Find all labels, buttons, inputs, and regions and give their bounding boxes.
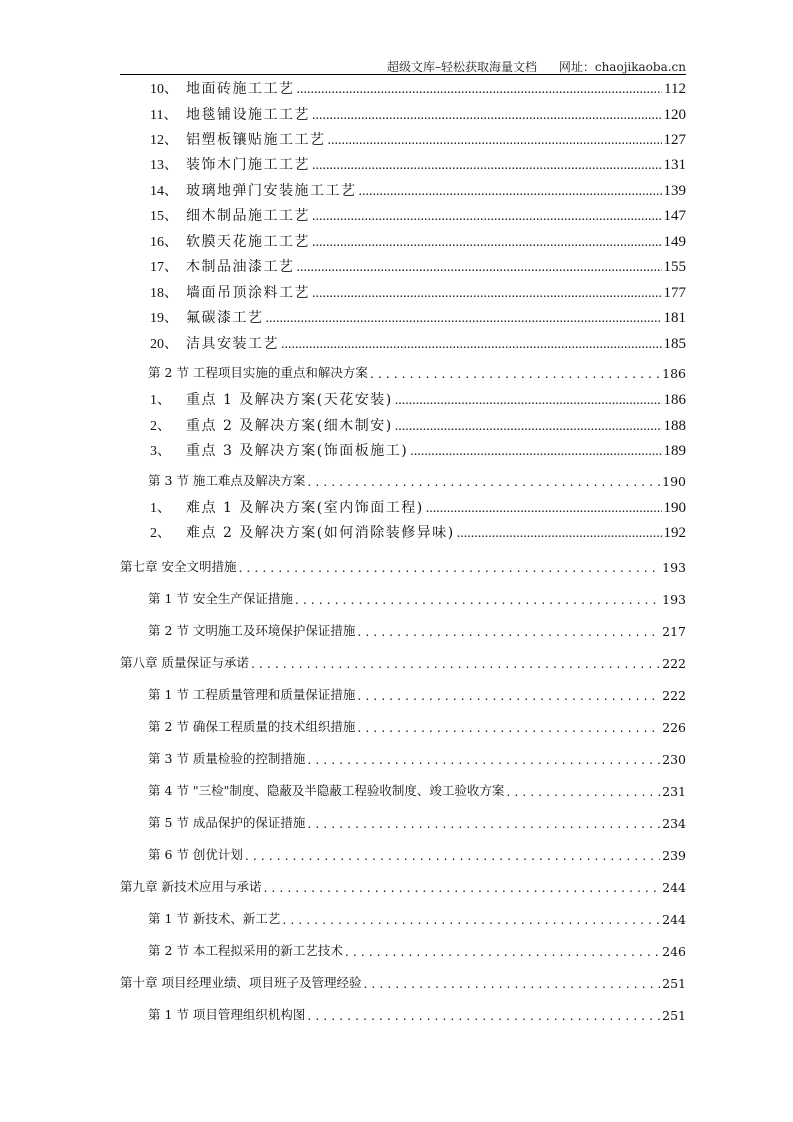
toc-chapter-page: 251 bbox=[662, 976, 686, 991]
dot-leader bbox=[238, 560, 660, 575]
dot-leader bbox=[395, 392, 662, 409]
toc-entry-page: 139 bbox=[663, 183, 686, 199]
toc-section-title: 第 2 节 工程项目实施的重点和解决方案 bbox=[148, 365, 368, 380]
toc-section-title: 第 1 节 工程质量管理和质量保证措施 bbox=[148, 687, 356, 702]
dot-leader bbox=[426, 500, 662, 517]
dot-leader bbox=[297, 259, 662, 276]
toc-section-title: 第 2 节 文明施工及环境保护保证措施 bbox=[148, 623, 356, 638]
toc-section-title: 第 6 节 创优计划 bbox=[148, 847, 243, 862]
toc-entry[interactable]: 15、 细木制品施工工艺 ..... 147 bbox=[150, 205, 686, 225]
toc-entry-title: 木制品油漆工艺 bbox=[186, 259, 295, 275]
toc-entry-title: 重点 3 及解决方案(饰面板施工) bbox=[186, 443, 409, 459]
dot-leader bbox=[307, 816, 660, 831]
toc-entry-page: 192 bbox=[663, 525, 686, 541]
toc-entry-title: 重点 1 及解决方案(天花安装) bbox=[186, 392, 393, 408]
toc-section-title: 第 1 节 新技术、新工艺 bbox=[148, 911, 281, 926]
toc-entry-title: 重点 2 及解决方案(细木制安) bbox=[186, 418, 393, 434]
toc-section-page: 234 bbox=[662, 816, 686, 831]
dot-leader bbox=[370, 366, 660, 381]
toc-entry-page: 149 bbox=[663, 234, 686, 250]
dot-leader bbox=[345, 944, 660, 959]
toc-entry[interactable]: 1、 重点 1 及解决方案(天花安装) ..... 186 bbox=[150, 389, 686, 409]
toc-entry[interactable]: 12、 铝塑板镶贴施工工艺 ..... 127 bbox=[150, 129, 686, 149]
dot-leader bbox=[357, 688, 660, 703]
toc-chapter-page: 222 bbox=[662, 656, 686, 671]
toc-section[interactable] bbox=[148, 361, 686, 381]
toc-entry[interactable]: 13、 装饰木门施工工艺 ..... 131 bbox=[150, 154, 686, 174]
toc-entry-title: 铝塑板镶贴施工工艺 bbox=[186, 132, 326, 148]
toc-entry-title: 软膜天花施工工艺 bbox=[186, 234, 310, 250]
toc-chapter[interactable] bbox=[120, 875, 686, 895]
toc-section-page: 251 bbox=[662, 1008, 686, 1023]
toc-section-page: 186 bbox=[662, 366, 686, 381]
dot-leader bbox=[357, 720, 660, 735]
toc-section[interactable] bbox=[148, 587, 686, 607]
toc-section[interactable] bbox=[148, 1003, 686, 1023]
toc-entry[interactable]: 3、 重点 3 及解决方案(饰面板施工) ..... 189 bbox=[150, 440, 686, 460]
toc-entry[interactable]: 14、 玻璃地弹门安装施工工艺 ..... 139 bbox=[150, 180, 686, 200]
dot-leader bbox=[363, 976, 660, 991]
toc-section[interactable] bbox=[148, 939, 686, 959]
toc-entry-title: 氟碳漆工艺 bbox=[186, 310, 264, 326]
toc-section-page: 244 bbox=[662, 912, 686, 927]
toc-entry[interactable]: 2、 重点 2 及解决方案(细木制安) ..... 188 bbox=[150, 415, 686, 435]
toc-entry[interactable]: 1、 难点 1 及解决方案(室内饰面工程) ..... 190 bbox=[150, 497, 686, 517]
toc-entry[interactable]: 19、 氟碳漆工艺 ..... 181 bbox=[150, 307, 686, 327]
header-url: 网址：chaojikaoba.cn bbox=[558, 60, 686, 74]
dot-leader bbox=[357, 624, 660, 639]
toc-entry[interactable]: 17、 木制品油漆工艺 ..... 155 bbox=[150, 256, 686, 276]
toc-section-page: 217 bbox=[662, 624, 686, 639]
toc-section[interactable] bbox=[148, 469, 686, 489]
toc-section[interactable] bbox=[148, 907, 686, 927]
toc-section[interactable] bbox=[148, 715, 686, 735]
toc-entry-page: 155 bbox=[663, 259, 686, 275]
dot-leader bbox=[395, 418, 662, 435]
dot-leader bbox=[263, 880, 660, 895]
toc-entry-title: 装饰木门施工工艺 bbox=[186, 157, 310, 173]
toc-section-page: 222 bbox=[662, 688, 686, 703]
toc-chapter[interactable] bbox=[120, 555, 686, 575]
dot-leader bbox=[295, 592, 660, 607]
toc-entry-title: 难点 1 及解决方案(室内饰面工程) bbox=[186, 500, 424, 516]
dot-leader bbox=[312, 234, 662, 251]
toc-section[interactable] bbox=[148, 747, 686, 767]
toc-entry-page: 120 bbox=[663, 107, 686, 123]
toc-entry[interactable]: 2、 难点 2 及解决方案(如何消除装修异味) ..... 192 bbox=[150, 522, 686, 542]
toc-section-title: 第 3 节 质量检验的控制措施 bbox=[148, 751, 306, 766]
dot-leader bbox=[506, 784, 660, 799]
dot-leader bbox=[410, 443, 661, 460]
toc-section[interactable] bbox=[148, 779, 686, 799]
page-header bbox=[120, 58, 686, 75]
toc-section-page: 239 bbox=[662, 848, 686, 863]
dot-leader bbox=[307, 474, 660, 489]
toc-section-page: 193 bbox=[662, 592, 686, 607]
toc-entry[interactable]: 20、 洁具安装工艺 ..... 185 bbox=[150, 333, 686, 353]
toc-entry-title: 洁具安装工艺 bbox=[186, 336, 279, 352]
toc-section[interactable] bbox=[148, 811, 686, 831]
dot-leader bbox=[245, 848, 660, 863]
toc-section-title: 第 2 节 确保工程质量的技术组织措施 bbox=[148, 719, 356, 734]
toc-entry-title: 难点 2 及解决方案(如何消除装修异味) bbox=[186, 525, 455, 541]
toc-section-title: 第 3 节 施工难点及解决方案 bbox=[148, 473, 306, 488]
dot-leader bbox=[312, 208, 662, 225]
toc-entry-page: 189 bbox=[663, 443, 686, 459]
toc-entry-page: 186 bbox=[663, 392, 686, 408]
toc-entry-title: 墙面吊顶涂料工艺 bbox=[186, 285, 310, 301]
toc-section-page: 226 bbox=[662, 720, 686, 735]
toc-entry-page: 181 bbox=[663, 310, 686, 326]
toc-section-page: 246 bbox=[662, 944, 686, 959]
toc-chapter-page: 244 bbox=[662, 880, 686, 895]
dot-leader bbox=[297, 81, 663, 98]
toc-entry-page: 147 bbox=[663, 208, 686, 224]
toc-section[interactable] bbox=[148, 619, 686, 639]
toc-entry-page: 190 bbox=[663, 500, 686, 516]
dot-leader bbox=[312, 285, 662, 302]
toc-entry-title: 地毯铺设施工工艺 bbox=[186, 107, 310, 123]
dot-leader bbox=[281, 336, 662, 353]
toc-section[interactable] bbox=[148, 843, 686, 863]
header-site-name: 超级文库–轻松获取海量文档 bbox=[387, 60, 538, 74]
dot-leader bbox=[457, 525, 662, 542]
header-divider bbox=[120, 74, 686, 75]
toc-entry-page: 127 bbox=[663, 132, 686, 148]
dot-leader bbox=[307, 1008, 660, 1023]
toc-section-title: 第 2 节 本工程拟采用的新工艺技术 bbox=[148, 943, 343, 958]
toc-entry-page: 185 bbox=[663, 336, 686, 352]
toc-section-title: 第 1 节 安全生产保证措施 bbox=[148, 591, 293, 606]
dot-leader bbox=[251, 656, 660, 671]
toc-entry[interactable]: 18、 墙面吊顶涂料工艺 ..... 177 bbox=[150, 282, 686, 302]
toc-section-title: 第 5 节 成品保护的保证措施 bbox=[148, 815, 306, 830]
dot-leader bbox=[266, 310, 662, 327]
toc-entry-page: 131 bbox=[663, 157, 686, 173]
toc-chapter[interactable] bbox=[120, 651, 686, 671]
toc-entry-page: 177 bbox=[663, 285, 686, 301]
dot-leader bbox=[328, 132, 662, 149]
toc-entry[interactable]: 10、 地面砖施工工艺 ..... 112 bbox=[150, 78, 686, 98]
toc-chapter-title: 第七章 安全文明措施 bbox=[120, 559, 237, 574]
toc-entry[interactable]: 16、 软膜天花施工工艺 ..... 149 bbox=[150, 231, 686, 251]
toc-entry-title: 玻璃地弹门安装施工工艺 bbox=[186, 183, 357, 199]
toc-section-title: 第 1 节 项目管理组织机构图 bbox=[148, 1007, 306, 1022]
toc-entry-page: 112 bbox=[664, 81, 686, 97]
toc-section-page: 231 bbox=[662, 784, 686, 799]
toc-chapter-title: 第九章 新技术应用与承诺 bbox=[120, 879, 262, 894]
dot-leader bbox=[312, 107, 662, 124]
toc-entry-title: 地面砖施工工艺 bbox=[186, 81, 295, 97]
toc-section[interactable] bbox=[148, 683, 686, 703]
toc-entry[interactable]: 11、 地毯铺设施工工艺 ..... 120 bbox=[150, 104, 686, 124]
dot-leader bbox=[282, 912, 660, 927]
dot-leader bbox=[312, 157, 662, 174]
toc-entry-page: 188 bbox=[663, 418, 686, 434]
toc-section-page: 190 bbox=[662, 474, 686, 489]
toc-chapter[interactable] bbox=[120, 971, 686, 991]
toc-chapter-title: 第十章 项目经理业绩、项目班子及管理经验 bbox=[120, 975, 362, 990]
toc-section-title: 第 4 节 "三检"制度、隐蔽及半隐蔽工程验收制度、竣工验收方案 bbox=[148, 783, 505, 798]
toc-chapter-title: 第八章 质量保证与承诺 bbox=[120, 655, 249, 670]
toc-chapter-page: 193 bbox=[662, 560, 686, 575]
toc-entry-title: 细木制品施工工艺 bbox=[186, 208, 310, 224]
dot-leader bbox=[307, 752, 660, 767]
toc-section-page: 230 bbox=[662, 752, 686, 767]
dot-leader bbox=[359, 183, 662, 200]
